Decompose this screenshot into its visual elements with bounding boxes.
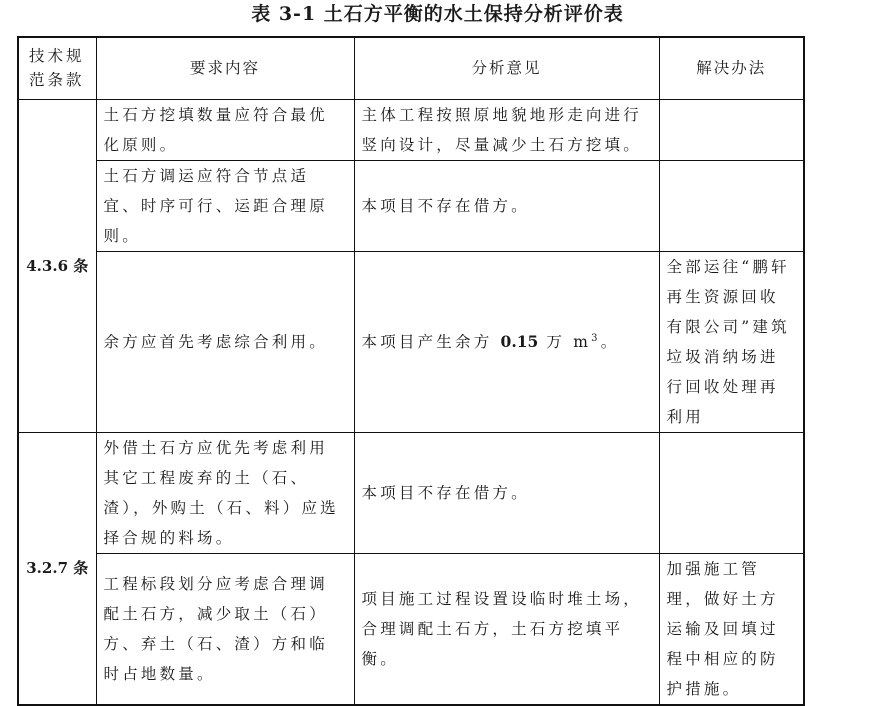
requirement-cell: 土石方挖填数量应符合最优化原则。 xyxy=(96,99,354,160)
solution-cell xyxy=(659,99,804,160)
analysis-cell: 本项目不存在借方。 xyxy=(354,432,659,553)
solution-cell xyxy=(659,160,804,251)
table-row xyxy=(18,160,804,251)
clause-cell xyxy=(18,99,96,432)
earthwork-balance-table xyxy=(17,36,805,706)
table-row xyxy=(18,553,804,705)
surplus-volume: 0.15 xyxy=(500,331,539,351)
table-row xyxy=(18,432,804,553)
header-requirement: 要求内容 xyxy=(96,37,354,99)
clause-label: 4.3.6 条 xyxy=(26,256,89,275)
header-clause: 技术规范条款 xyxy=(18,37,96,99)
requirement-cell: 工程标段划分应考虑合理调配土石方，减少取土（石）方、弃土（石、渣）方和临时占地数量。 xyxy=(96,553,354,705)
analysis-cell xyxy=(354,251,659,432)
header-row xyxy=(18,37,804,99)
unit-exponent: 3 xyxy=(591,332,601,344)
analysis-cell: 本项目不存在借方。 xyxy=(354,160,659,251)
requirement-cell: 余方应首先考虑综合利用。 xyxy=(96,251,354,432)
analysis-prefix: 本项目产生余方 xyxy=(361,332,501,351)
table-row xyxy=(18,99,804,160)
analysis-suffix: 。 xyxy=(600,332,620,351)
clause-label: 3.2.7 条 xyxy=(26,559,89,577)
analysis-unit: 万 m xyxy=(538,332,592,351)
requirement-cell: 外借土石方应优先考虑利用其它工程废弃的土（石、渣），外购土（石、料）应选择合规的料场。 xyxy=(96,432,354,553)
solution-cell: 全部运往“鹏轩再生资源回收有限公司”建筑垃圾消纳场进行回收处理再利用 xyxy=(659,251,804,432)
header-analysis: 分析意见 xyxy=(354,37,659,99)
solution-cell: 加强施工管理，做好土方运输及回填过程中相应的防护措施。 xyxy=(659,553,804,705)
table-title: 表 3-1 土石方平衡的水土保持分析评价表 xyxy=(251,3,624,25)
header-solution: 解决办法 xyxy=(659,37,804,99)
table-row xyxy=(18,251,804,432)
analysis-cell: 项目施工过程设置设临时堆土场，合理调配土石方，土石方挖填平衡。 xyxy=(354,553,659,705)
analysis-cell: 主体工程按照原地貌地形走向进行竖向设计，尽量减少土石方挖填。 xyxy=(354,99,659,160)
clause-cell xyxy=(18,432,96,705)
requirement-cell: 土石方调运应符合节点适宜、时序可行、运距合理原则。 xyxy=(96,160,354,251)
solution-cell xyxy=(659,432,804,553)
